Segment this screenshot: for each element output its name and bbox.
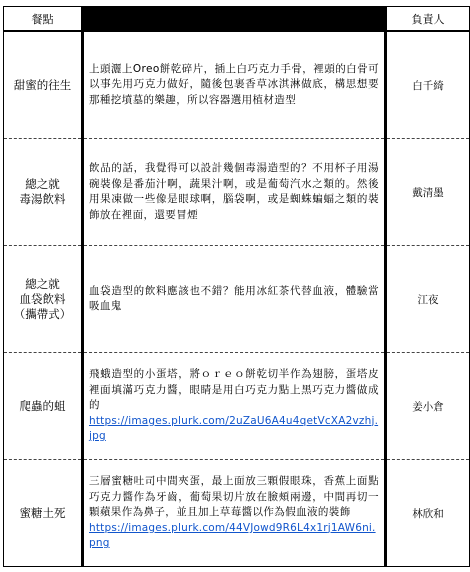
dish-name-line: 甜蜜的往生 [13,77,72,92]
dish-name-line: 總之就 [25,177,60,191]
dish-name-line: （攜帶式） [13,306,72,321]
dish-description-cell [83,246,386,353]
table-row [4,139,470,246]
header-row [4,7,470,32]
dish-name [4,353,83,460]
table-row [4,460,470,567]
header-name: 餐點 [4,7,83,32]
dish-description-cell [83,139,386,246]
menu-table [3,6,470,567]
dish-description: 三層蜜糖吐司中間夾蛋，最上面放三顆假眼珠，香蕉上面點巧克力醬作為牙齒，葡萄果切片放在臉頰兩邊，中間再切一顆蘋果作為鼻子，並且加上草莓醬以作為假血液的裝飾 [89,475,379,519]
dish-description: 飛蛾造型的小蛋塔，將ｏｒｅｏ餅乾切半作為翅膀，蛋塔皮裡面填滿巧克力醬，眼睛是用白巧克力點上黑巧克力醬做成的 [89,368,379,412]
owner-name: 林欣和 [386,460,470,567]
dish-name [4,246,83,353]
dish-description-cell [83,31,386,139]
dish-name [4,139,83,246]
owner-name: 江夜 [386,246,470,353]
table-row [4,31,470,139]
dish-name [4,31,83,139]
dish-description: 血袋造型的飲料應該也不錯？能用冰紅茶代替血液，體驗當吸血鬼 [89,284,379,312]
image-link[interactable]: https://images.plurk.com/2uZaU6A4u4qetVcXA2vzhj.jpg [89,414,379,443]
owner-name: 白千綺 [386,31,470,139]
dish-description-cell [83,353,386,460]
header-owner: 負責人 [386,7,470,32]
dish-description: 上頭灑上Oreo餅乾碎片，插上白巧克力手骨，裡頭的白骨可以事先用巧克力做好，隨後包裹香草冰淇淋做底，構思想要那種挖墳墓的樂趣，所以容器選用植材造型 [89,62,379,106]
dish-name-line: 血袋飲料 [19,291,66,306]
table-row [4,353,470,460]
dish-name-line: 爬蟲的蛆 [19,398,66,413]
owner-name: 戴清墨 [386,139,470,246]
image-link[interactable]: https://images.plurk.com/44VJowd9R6L4x1rj1AW6ni.png [89,521,376,550]
dish-description: 飲品的話，我覺得可以設計幾個毒湯造型的？不用杯子用湯碗裝像是番茄汁啊，蔬果汁啊，或是葡萄汽水之類的。然後用果凍做一些像是眼球啊，腦袋啊，或是蜘蛛蝙蝠之類的裝飾放在裡面，還要冒煙 [89,162,379,221]
dish-name [4,460,83,567]
header-description-blank [83,7,386,32]
dish-name-line: 總之就 [25,276,60,291]
dish-name-line: 蜜糖土死 [19,505,66,520]
dish-name-line: 毒湯飲料 [19,192,66,206]
dish-description-cell [83,460,386,567]
owner-name: 姜小倉 [386,353,470,460]
table-row [4,246,470,353]
